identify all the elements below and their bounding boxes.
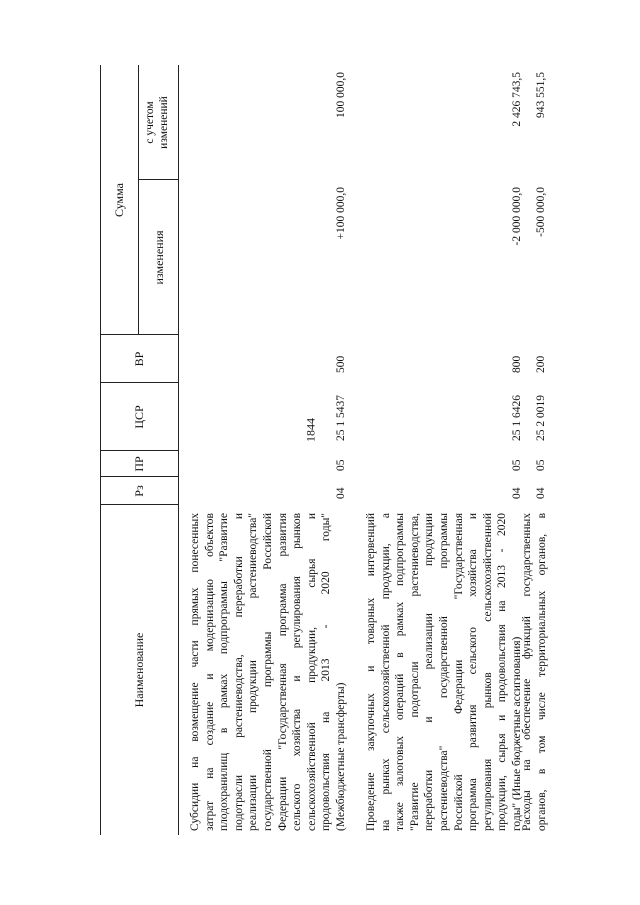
row-1-line: продовольствия на 2013 - 2020 годы" xyxy=(320,513,333,831)
budget-table xyxy=(100,65,550,835)
row-2-line: регулирования рынков сельскохозяйственной xyxy=(481,513,494,831)
row-1-total: 100 000,0 xyxy=(335,72,347,118)
row-1-line: плодохранилищ в рамках подпрограммы "Развитие xyxy=(218,513,231,831)
row-1-pr: 05 xyxy=(335,459,347,471)
row-1-rz: 04 xyxy=(335,487,347,499)
row-3-pr: 05 xyxy=(535,459,547,471)
row-1-line: затрат на создание и модернизацию объектов xyxy=(203,513,216,831)
row-2-change: -2 000 000,0 xyxy=(511,187,523,246)
row-3-line: Расходы на обеспечение функций государственных xyxy=(521,513,533,831)
row-2-line: растениеводства" государственной программы xyxy=(437,513,450,831)
row-1-vr: 500 xyxy=(335,355,347,373)
row-1-name xyxy=(188,513,349,831)
row-1-csr: 25 1 5437 xyxy=(335,395,347,441)
row-1-line: сельскохозяйственной продукции, сырья и xyxy=(305,513,318,831)
row-1-line: (Межбюджетные трансферты) xyxy=(334,682,347,831)
row-2-line: программа развития сельского хозяйства и xyxy=(467,513,480,831)
row-2-line: также залоговых операций в рамках подпрограммы xyxy=(394,513,407,831)
row-2-line: переработки и реализации продукции xyxy=(423,513,436,831)
row-2-rz: 04 xyxy=(511,487,523,499)
row-2-name xyxy=(364,513,525,831)
header-rz: Рз xyxy=(132,485,146,497)
header-with-changes-1: с учетом xyxy=(144,101,156,144)
row-3-change: -500 000,0 xyxy=(535,187,547,237)
row-3-csr: 25 2 0019 xyxy=(535,395,547,441)
row-1-line: подотрасли растениеводства, переработки и xyxy=(232,513,245,831)
row-1-line: сельского хозяйства и регулирования рынков xyxy=(291,513,304,831)
header-csr: ЦСР xyxy=(132,405,146,429)
header-bottom-border xyxy=(178,65,179,835)
row-3-name xyxy=(520,513,549,831)
header-sum: Сумма xyxy=(112,183,126,217)
row-2-line: "Развитие подотрасли растениеводства, xyxy=(408,513,421,831)
header-vr: ВР xyxy=(132,351,146,367)
header-with-changes-2: изменений xyxy=(158,96,170,149)
row-1-line: реализации продукции растениеводства" xyxy=(247,513,260,831)
row-1-line: Федерации "Государственная программа развития xyxy=(276,513,289,831)
row-2-total: 2 426 743,5 xyxy=(511,72,523,127)
row-1-line: государственной программы Российской xyxy=(261,513,274,831)
row-1-line: Субсидии на возмещение части прямых понесенных xyxy=(189,513,201,831)
row-1-change: +100 000,0 xyxy=(335,187,347,240)
row-2-line: Российской Федерации "Государственная xyxy=(452,513,465,831)
row-2-line: на рынках сельскохозяйственной продукции, а xyxy=(379,513,392,831)
row-3-line: органов, в том числе территориальных органов, в xyxy=(535,513,548,831)
row-2-csr: 25 1 6426 xyxy=(511,395,523,441)
row-3-rz: 04 xyxy=(535,487,547,499)
page-number: 1844 xyxy=(303,418,318,442)
row-2-line: годы" (Иные бюджетные ассигнования) xyxy=(510,636,523,831)
row-2-pr: 05 xyxy=(511,459,523,471)
sum-subheader-divider xyxy=(138,65,139,335)
row-3-vr: 200 xyxy=(535,355,547,373)
header-change: изменения xyxy=(152,230,166,285)
header-name: Наименование xyxy=(132,632,146,708)
row-2-line: продукции, сырья и продовольствия на 2013 - 2020 xyxy=(496,513,509,831)
header-pr: ПР xyxy=(132,456,146,472)
row-2-vr: 800 xyxy=(511,355,523,373)
row-2-line: Проведение закупочных и товарных интервенций xyxy=(365,513,377,831)
row-3-total: 943 551,5 xyxy=(535,72,547,118)
